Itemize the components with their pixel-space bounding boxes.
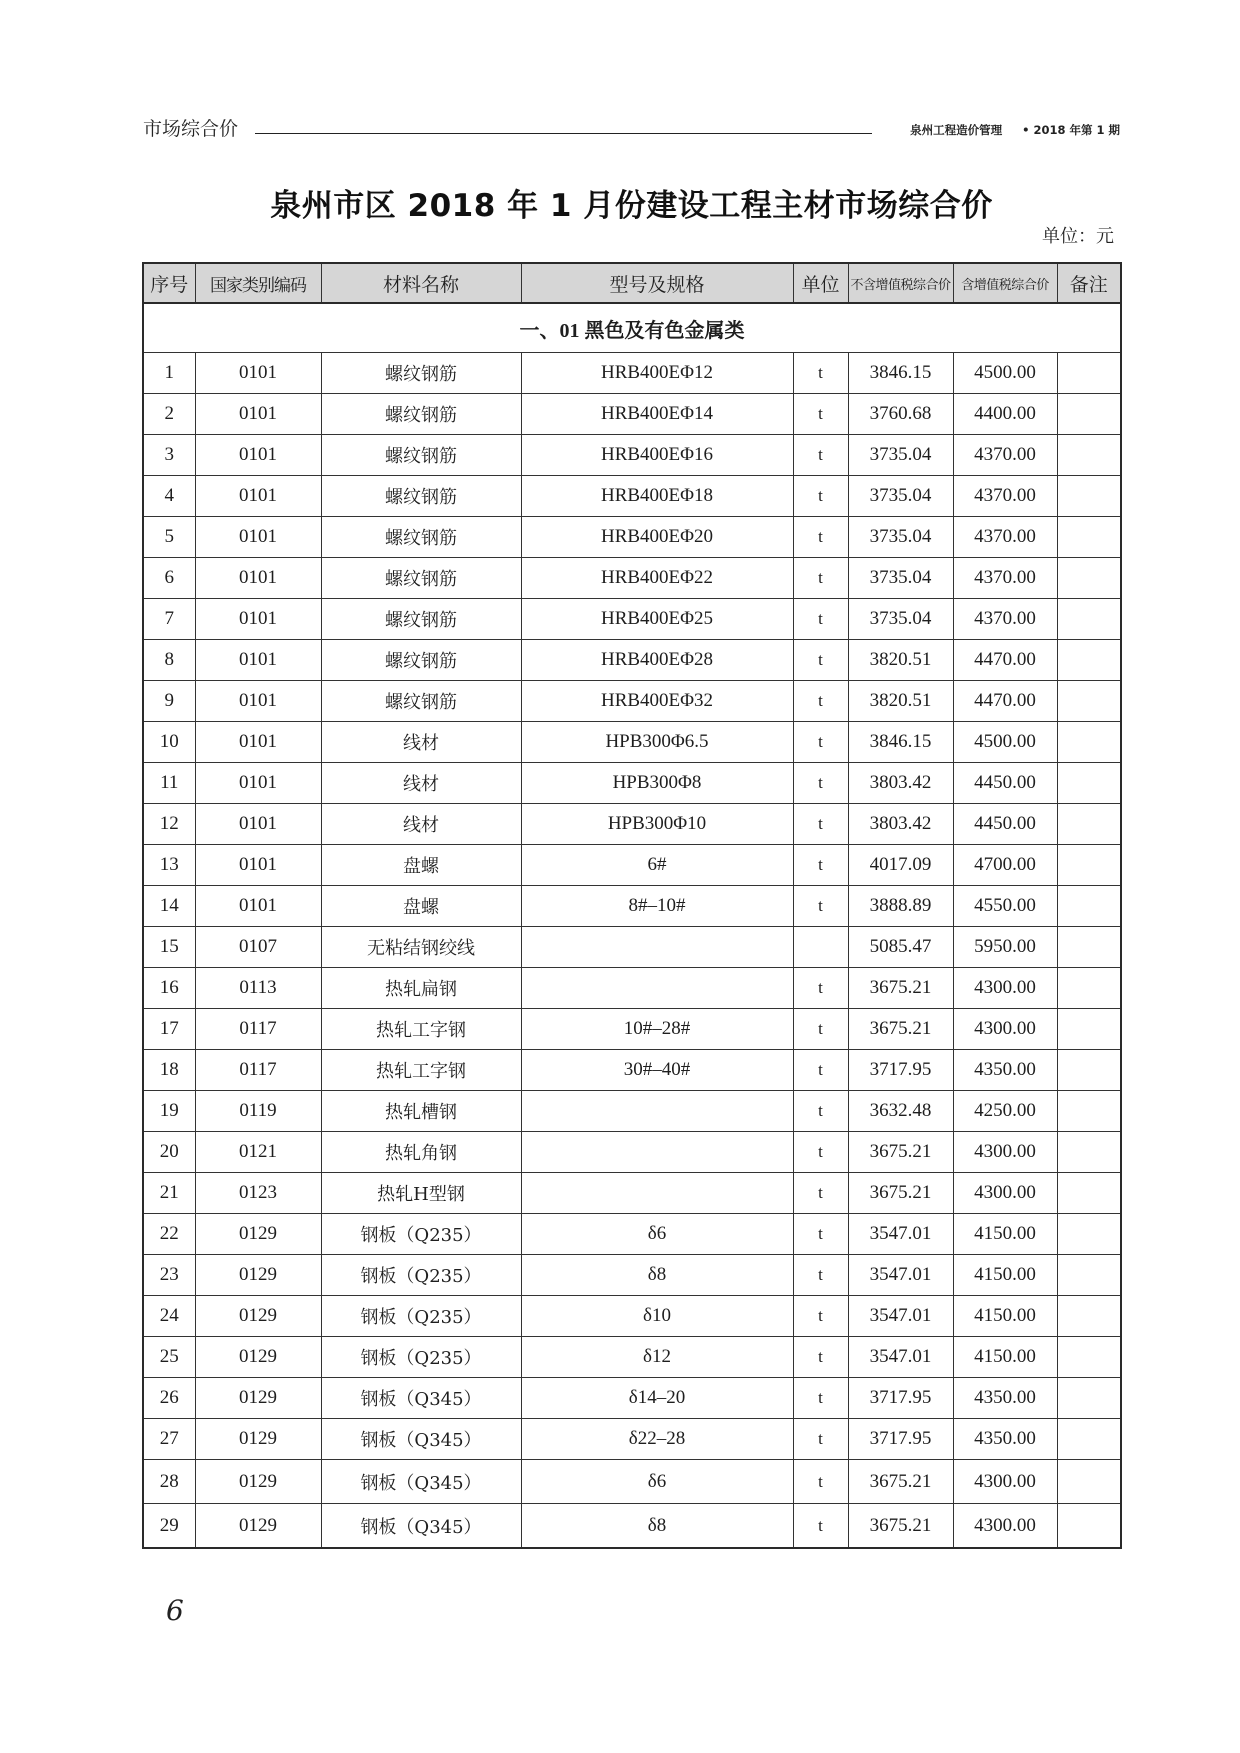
cell-price-ex-tax: 3760.68 <box>848 394 953 435</box>
table-row <box>143 804 1121 845</box>
cell-price-inc-tax: 4370.00 <box>953 599 1057 640</box>
cell-spec: δ10 <box>521 1296 793 1337</box>
cell-price-inc-tax: 4470.00 <box>953 640 1057 681</box>
cell-price-ex-tax: 4017.09 <box>848 845 953 886</box>
cell-price-ex-tax: 3820.51 <box>848 681 953 722</box>
cell-category-code: 0101 <box>195 886 321 927</box>
cell-note <box>1057 558 1121 599</box>
cell-price-inc-tax: 4250.00 <box>953 1091 1057 1132</box>
cell-note <box>1057 1050 1121 1091</box>
cell-price-ex-tax: 3717.95 <box>848 1378 953 1419</box>
cell-no: 11 <box>143 763 195 804</box>
cell-category-code: 0129 <box>195 1460 321 1504</box>
table-row <box>143 1009 1121 1050</box>
cell-price-ex-tax: 3735.04 <box>848 435 953 476</box>
cell-unit: t <box>793 1091 848 1132</box>
table-row <box>143 1091 1121 1132</box>
cell-price-ex-tax: 3803.42 <box>848 763 953 804</box>
cell-spec: HRB400EΦ16 <box>521 435 793 476</box>
cell-spec: δ6 <box>521 1460 793 1504</box>
cell-price-inc-tax: 4150.00 <box>953 1255 1057 1296</box>
cell-unit: t <box>793 845 848 886</box>
cell-no: 22 <box>143 1214 195 1255</box>
cell-note <box>1057 722 1121 763</box>
cell-category-code: 0113 <box>195 968 321 1009</box>
cell-unit: t <box>793 435 848 476</box>
cell-price-inc-tax: 4150.00 <box>953 1337 1057 1378</box>
cell-material-name: 钢板（Q235） <box>321 1255 521 1296</box>
cell-price-inc-tax: 4300.00 <box>953 1173 1057 1214</box>
cell-no: 29 <box>143 1504 195 1549</box>
cell-category-code: 0101 <box>195 394 321 435</box>
cell-material-name: 螺纹钢筋 <box>321 353 521 394</box>
running-header-section: 市场综合价 <box>143 118 239 140</box>
cell-spec: 8#–10# <box>521 886 793 927</box>
cell-price-inc-tax: 4370.00 <box>953 558 1057 599</box>
cell-category-code: 0101 <box>195 845 321 886</box>
cell-category-code: 0117 <box>195 1009 321 1050</box>
page-title: 泉州市区 2018 年 1 月份建设工程主材市场综合价 <box>270 187 993 224</box>
cell-category-code: 0101 <box>195 517 321 558</box>
cell-note <box>1057 927 1121 968</box>
cell-price-inc-tax: 4150.00 <box>953 1214 1057 1255</box>
cell-unit: t <box>793 763 848 804</box>
cell-spec: HRB400EΦ18 <box>521 476 793 517</box>
cell-spec: δ14–20 <box>521 1378 793 1419</box>
cell-category-code: 0129 <box>195 1504 321 1549</box>
cell-category-code: 0129 <box>195 1337 321 1378</box>
cell-category-code: 0129 <box>195 1296 321 1337</box>
cell-no: 7 <box>143 599 195 640</box>
column-header-spec: 型号及规格 <box>521 263 793 303</box>
cell-no: 5 <box>143 517 195 558</box>
cell-unit: t <box>793 640 848 681</box>
cell-price-inc-tax: 4300.00 <box>953 1009 1057 1050</box>
cell-price-inc-tax: 4150.00 <box>953 1296 1057 1337</box>
cell-unit: t <box>793 681 848 722</box>
cell-spec: 30#–40# <box>521 1050 793 1091</box>
table-row <box>143 1050 1121 1091</box>
cell-category-code: 0101 <box>195 353 321 394</box>
cell-spec: δ22–28 <box>521 1419 793 1460</box>
cell-spec: HPB300Φ6.5 <box>521 722 793 763</box>
running-header-rule <box>255 133 872 134</box>
cell-unit: t <box>793 394 848 435</box>
cell-note <box>1057 763 1121 804</box>
cell-no: 18 <box>143 1050 195 1091</box>
cell-no: 3 <box>143 435 195 476</box>
cell-material-name: 线材 <box>321 722 521 763</box>
cell-spec: HRB400EΦ28 <box>521 640 793 681</box>
cell-category-code: 0101 <box>195 804 321 845</box>
cell-price-ex-tax: 3735.04 <box>848 599 953 640</box>
running-header-publication-info <box>910 120 1120 140</box>
cell-material-name: 热轧工字钢 <box>321 1009 521 1050</box>
cell-material-name: 螺纹钢筋 <box>321 558 521 599</box>
table-row <box>143 1296 1121 1337</box>
cell-category-code: 0101 <box>195 476 321 517</box>
cell-price-ex-tax: 3675.21 <box>848 1504 953 1549</box>
cell-no: 23 <box>143 1255 195 1296</box>
issue-label: • 2018 年第 1 期 <box>1022 123 1120 137</box>
cell-spec <box>521 927 793 968</box>
cell-unit: t <box>793 722 848 763</box>
table-row <box>143 1378 1121 1419</box>
cell-material-name: 螺纹钢筋 <box>321 640 521 681</box>
cell-category-code: 0121 <box>195 1132 321 1173</box>
cell-no: 14 <box>143 886 195 927</box>
cell-note <box>1057 394 1121 435</box>
cell-category-code: 0101 <box>195 558 321 599</box>
cell-price-inc-tax: 4550.00 <box>953 886 1057 927</box>
cell-price-inc-tax: 4370.00 <box>953 517 1057 558</box>
column-header-category-code: 国家类别编码 <box>195 263 321 303</box>
cell-price-inc-tax: 4350.00 <box>953 1419 1057 1460</box>
cell-note <box>1057 1337 1121 1378</box>
cell-price-ex-tax: 3735.04 <box>848 558 953 599</box>
cell-price-inc-tax: 4300.00 <box>953 968 1057 1009</box>
cell-price-ex-tax: 3735.04 <box>848 517 953 558</box>
cell-price-inc-tax: 4370.00 <box>953 435 1057 476</box>
cell-no: 13 <box>143 845 195 886</box>
table-row <box>143 681 1121 722</box>
cell-price-ex-tax: 3632.48 <box>848 1091 953 1132</box>
cell-price-ex-tax: 3547.01 <box>848 1255 953 1296</box>
cell-note <box>1057 517 1121 558</box>
cell-unit: t <box>793 599 848 640</box>
cell-unit: t <box>793 1255 848 1296</box>
cell-unit: t <box>793 353 848 394</box>
cell-price-ex-tax: 3735.04 <box>848 476 953 517</box>
cell-no: 20 <box>143 1132 195 1173</box>
table-row <box>143 394 1121 435</box>
column-header-price-inc-tax: 含增值税综合价 <box>953 263 1057 303</box>
cell-spec: δ12 <box>521 1337 793 1378</box>
section-row <box>143 303 1121 353</box>
cell-note <box>1057 1009 1121 1050</box>
table-row <box>143 722 1121 763</box>
cell-no: 26 <box>143 1378 195 1419</box>
table-row <box>143 845 1121 886</box>
cell-material-name: 钢板（Q235） <box>321 1296 521 1337</box>
cell-material-name: 钢板（Q345） <box>321 1378 521 1419</box>
cell-spec <box>521 968 793 1009</box>
cell-price-inc-tax: 4500.00 <box>953 722 1057 763</box>
cell-spec <box>521 1091 793 1132</box>
cell-category-code: 0101 <box>195 763 321 804</box>
cell-note <box>1057 435 1121 476</box>
cell-price-inc-tax: 4450.00 <box>953 763 1057 804</box>
cell-unit: t <box>793 1173 848 1214</box>
cell-spec: HRB400EΦ12 <box>521 353 793 394</box>
unit-note: 单位：元 <box>1042 226 1114 247</box>
cell-material-name: 热轧角钢 <box>321 1132 521 1173</box>
cell-spec: δ6 <box>521 1214 793 1255</box>
cell-material-name: 热轧扁钢 <box>321 968 521 1009</box>
cell-unit: t <box>793 1378 848 1419</box>
cell-no: 28 <box>143 1460 195 1504</box>
cell-material-name: 螺纹钢筋 <box>321 517 521 558</box>
cell-no: 19 <box>143 1091 195 1132</box>
table-row <box>143 968 1121 1009</box>
cell-note <box>1057 476 1121 517</box>
cell-no: 10 <box>143 722 195 763</box>
column-header-unit: 单位 <box>793 263 848 303</box>
cell-spec: HRB400EΦ14 <box>521 394 793 435</box>
table-row <box>143 1460 1121 1504</box>
cell-unit: t <box>793 558 848 599</box>
cell-note <box>1057 1091 1121 1132</box>
table-row <box>143 1337 1121 1378</box>
cell-category-code: 0101 <box>195 722 321 763</box>
cell-price-ex-tax: 3675.21 <box>848 1132 953 1173</box>
table-row <box>143 476 1121 517</box>
price-table <box>142 262 1122 1549</box>
cell-spec: δ8 <box>521 1504 793 1549</box>
cell-spec: HRB400EΦ22 <box>521 558 793 599</box>
cell-category-code: 0129 <box>195 1419 321 1460</box>
publication-name: 泉州工程造价管理 <box>910 123 1003 137</box>
cell-spec: HPB300Φ10 <box>521 804 793 845</box>
cell-category-code: 0119 <box>195 1091 321 1132</box>
cell-category-code: 0101 <box>195 599 321 640</box>
cell-note <box>1057 599 1121 640</box>
table-row <box>143 1132 1121 1173</box>
cell-no: 4 <box>143 476 195 517</box>
cell-no: 12 <box>143 804 195 845</box>
cell-material-name: 热轧工字钢 <box>321 1050 521 1091</box>
column-header-no: 序号 <box>143 263 195 303</box>
cell-unit: t <box>793 1050 848 1091</box>
cell-material-name: 盘螺 <box>321 886 521 927</box>
cell-material-name: 螺纹钢筋 <box>321 476 521 517</box>
table-row <box>143 599 1121 640</box>
cell-price-inc-tax: 4400.00 <box>953 394 1057 435</box>
cell-category-code: 0107 <box>195 927 321 968</box>
cell-spec: HRB400EΦ20 <box>521 517 793 558</box>
cell-material-name: 钢板（Q345） <box>321 1460 521 1504</box>
cell-category-code: 0101 <box>195 435 321 476</box>
cell-spec <box>521 1173 793 1214</box>
cell-unit: t <box>793 517 848 558</box>
cell-no: 15 <box>143 927 195 968</box>
cell-note <box>1057 1419 1121 1460</box>
cell-price-ex-tax: 3547.01 <box>848 1337 953 1378</box>
cell-note <box>1057 1378 1121 1419</box>
cell-category-code: 0129 <box>195 1378 321 1419</box>
cell-price-ex-tax: 3846.15 <box>848 722 953 763</box>
cell-price-ex-tax: 3803.42 <box>848 804 953 845</box>
cell-spec: δ8 <box>521 1255 793 1296</box>
cell-price-ex-tax: 3717.95 <box>848 1050 953 1091</box>
cell-unit: t <box>793 1419 848 1460</box>
cell-price-ex-tax: 5085.47 <box>848 927 953 968</box>
cell-material-name: 钢板（Q235） <box>321 1337 521 1378</box>
cell-no: 21 <box>143 1173 195 1214</box>
cell-unit: t <box>793 1214 848 1255</box>
cell-material-name: 螺纹钢筋 <box>321 599 521 640</box>
cell-price-ex-tax: 3675.21 <box>848 1460 953 1504</box>
cell-note <box>1057 681 1121 722</box>
cell-note <box>1057 640 1121 681</box>
cell-price-ex-tax: 3888.89 <box>848 886 953 927</box>
table-row <box>143 1419 1121 1460</box>
cell-unit: t <box>793 1009 848 1050</box>
cell-note <box>1057 1132 1121 1173</box>
cell-price-ex-tax: 3820.51 <box>848 640 953 681</box>
cell-price-inc-tax: 4300.00 <box>953 1504 1057 1549</box>
cell-no: 6 <box>143 558 195 599</box>
cell-no: 9 <box>143 681 195 722</box>
page-number: 6 <box>166 1594 184 1627</box>
running-header <box>143 116 1120 144</box>
table-row <box>143 763 1121 804</box>
cell-no: 24 <box>143 1296 195 1337</box>
cell-price-inc-tax: 4450.00 <box>953 804 1057 845</box>
table-row <box>143 927 1121 968</box>
cell-spec: 6# <box>521 845 793 886</box>
table-row <box>143 640 1121 681</box>
column-header-material-name: 材料名称 <box>321 263 521 303</box>
cell-material-name: 螺纹钢筋 <box>321 435 521 476</box>
cell-no: 16 <box>143 968 195 1009</box>
cell-price-ex-tax: 3675.21 <box>848 1173 953 1214</box>
cell-material-name: 热轧H型钢 <box>321 1173 521 1214</box>
table-row <box>143 517 1121 558</box>
table-row <box>143 435 1121 476</box>
column-header-price-ex-tax: 不含增值税综合价 <box>848 263 953 303</box>
cell-price-inc-tax: 4350.00 <box>953 1378 1057 1419</box>
cell-note <box>1057 804 1121 845</box>
cell-category-code: 0129 <box>195 1214 321 1255</box>
cell-price-ex-tax: 3547.01 <box>848 1296 953 1337</box>
cell-spec: HPB300Φ8 <box>521 763 793 804</box>
cell-note <box>1057 1214 1121 1255</box>
cell-price-inc-tax: 4470.00 <box>953 681 1057 722</box>
table-row <box>143 353 1121 394</box>
cell-no: 17 <box>143 1009 195 1050</box>
cell-note <box>1057 1173 1121 1214</box>
cell-material-name: 热轧槽钢 <box>321 1091 521 1132</box>
cell-category-code: 0123 <box>195 1173 321 1214</box>
cell-material-name: 盘螺 <box>321 845 521 886</box>
cell-note <box>1057 845 1121 886</box>
cell-note <box>1057 1255 1121 1296</box>
cell-spec: 10#–28# <box>521 1009 793 1050</box>
cell-price-inc-tax: 4300.00 <box>953 1460 1057 1504</box>
cell-price-ex-tax: 3717.95 <box>848 1419 953 1460</box>
cell-price-inc-tax: 4300.00 <box>953 1132 1057 1173</box>
cell-note <box>1057 1296 1121 1337</box>
cell-material-name: 螺纹钢筋 <box>321 394 521 435</box>
cell-material-name: 线材 <box>321 763 521 804</box>
cell-no: 8 <box>143 640 195 681</box>
cell-price-ex-tax: 3547.01 <box>848 1214 953 1255</box>
cell-price-inc-tax: 4350.00 <box>953 1050 1057 1091</box>
cell-category-code: 0117 <box>195 1050 321 1091</box>
cell-material-name: 线材 <box>321 804 521 845</box>
cell-material-name: 钢板（Q235） <box>321 1214 521 1255</box>
cell-note <box>1057 886 1121 927</box>
cell-material-name: 螺纹钢筋 <box>321 681 521 722</box>
cell-material-name: 钢板（Q345） <box>321 1419 521 1460</box>
cell-unit: t <box>793 1504 848 1549</box>
cell-price-inc-tax: 5950.00 <box>953 927 1057 968</box>
cell-no: 2 <box>143 394 195 435</box>
cell-no: 25 <box>143 1337 195 1378</box>
cell-price-inc-tax: 4700.00 <box>953 845 1057 886</box>
cell-unit: t <box>793 1337 848 1378</box>
table-body <box>143 303 1121 1548</box>
section-label: 一、01 黑色及有色金属类 <box>143 303 1121 353</box>
cell-note <box>1057 353 1121 394</box>
cell-price-ex-tax: 3846.15 <box>848 353 953 394</box>
cell-unit: t <box>793 476 848 517</box>
cell-material-name: 钢板（Q345） <box>321 1504 521 1549</box>
cell-no: 27 <box>143 1419 195 1460</box>
cell-price-ex-tax: 3675.21 <box>848 1009 953 1050</box>
table-row <box>143 558 1121 599</box>
cell-unit: t <box>793 804 848 845</box>
cell-category-code: 0129 <box>195 1255 321 1296</box>
cell-unit: t <box>793 968 848 1009</box>
cell-spec: HRB400EΦ32 <box>521 681 793 722</box>
cell-note <box>1057 968 1121 1009</box>
cell-price-inc-tax: 4370.00 <box>953 476 1057 517</box>
cell-unit: t <box>793 1460 848 1504</box>
table-row <box>143 1255 1121 1296</box>
cell-material-name: 无粘结钢绞线 <box>321 927 521 968</box>
cell-spec: HRB400EΦ25 <box>521 599 793 640</box>
table-row <box>143 1214 1121 1255</box>
cell-unit: t <box>793 1296 848 1337</box>
cell-unit <box>793 927 848 968</box>
cell-no: 1 <box>143 353 195 394</box>
cell-spec <box>521 1132 793 1173</box>
cell-category-code: 0101 <box>195 681 321 722</box>
cell-category-code: 0101 <box>195 640 321 681</box>
table-row <box>143 1173 1121 1214</box>
cell-unit: t <box>793 886 848 927</box>
table-row <box>143 886 1121 927</box>
table-row <box>143 1504 1121 1549</box>
column-header-note: 备注 <box>1057 263 1121 303</box>
cell-price-ex-tax: 3675.21 <box>848 968 953 1009</box>
cell-price-inc-tax: 4500.00 <box>953 353 1057 394</box>
cell-note <box>1057 1504 1121 1549</box>
table-header-row <box>143 263 1121 303</box>
cell-unit: t <box>793 1132 848 1173</box>
cell-note <box>1057 1460 1121 1504</box>
